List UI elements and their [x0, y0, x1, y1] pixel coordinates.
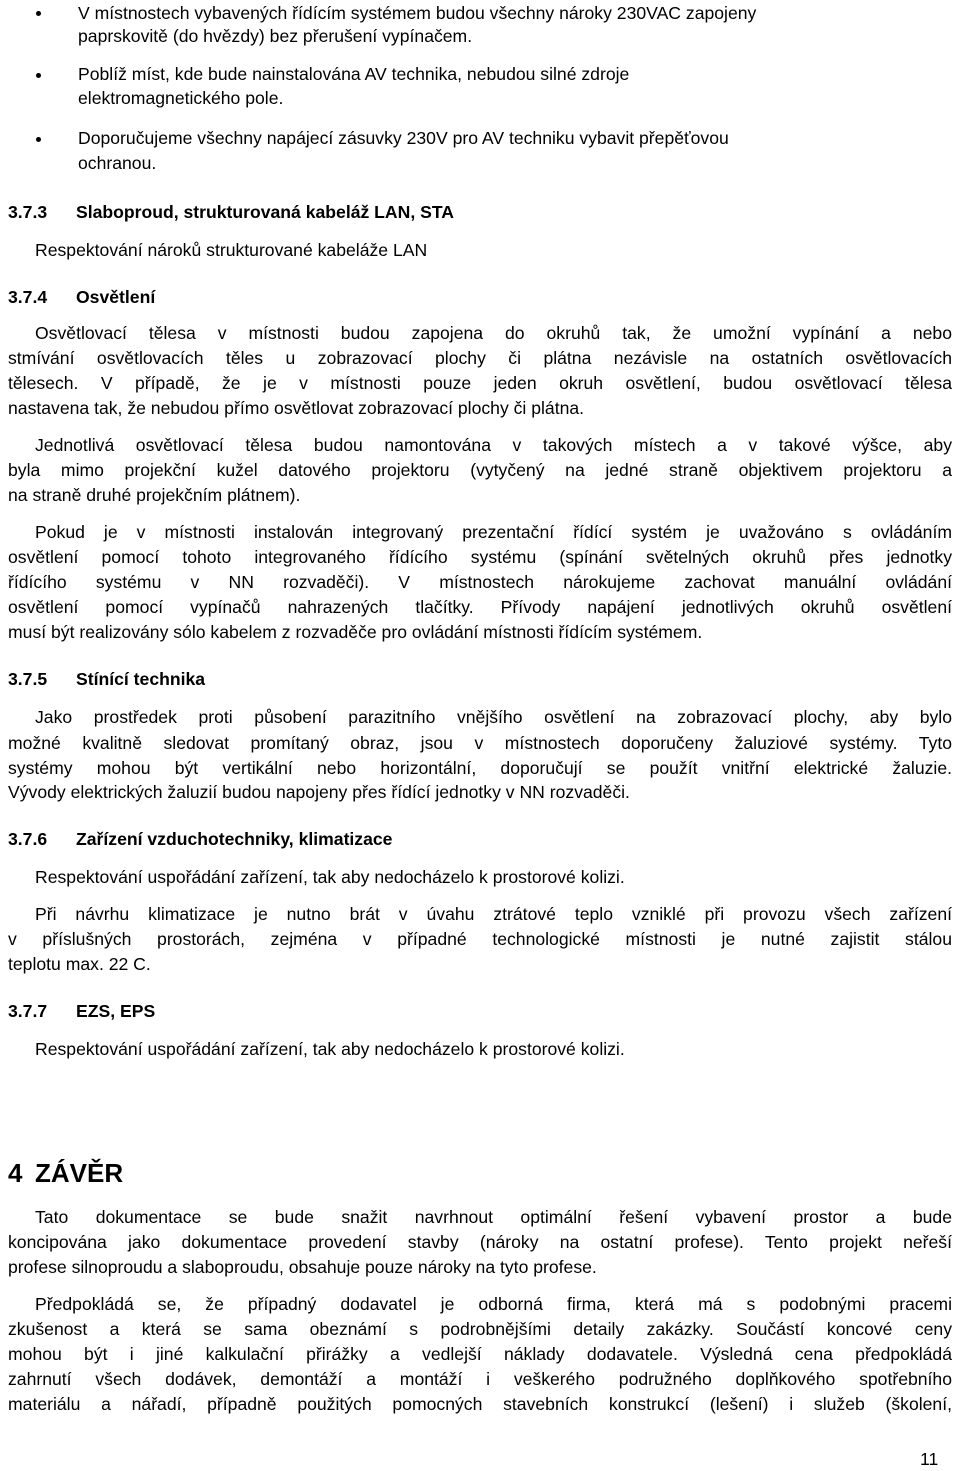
paragraph-line: Předpokládá se, že případný dodavatel je odborná firma, která má s podobnými pracemi: [35, 1294, 952, 1314]
paragraph-line: možné kvalitně sledovat promítaný obraz, jsou v místnostech doporučeny žaluziové systémy. Tyto: [8, 733, 952, 753]
paragraph-line: systémy mohou být vertikální nebo horizontální, doporučují se použít vnitřní elektrické žaluzie.: [8, 758, 952, 778]
paragraph-line: Respektování uspořádání zařízení, tak aby nedocházelo k prostorové kolizi.: [35, 867, 625, 887]
paragraph-line: tělesech. V případě, že je v místnosti pouze jeden okruh osvětlení, budou osvětlovací tělesa: [8, 373, 952, 393]
paragraph-line: Jednotlivá osvětlovací tělesa budou namontována v takových místech a v takové výšce, aby: [35, 435, 952, 455]
section-heading-3-7-7: [8, 999, 155, 1023]
bullet-icon: [36, 73, 41, 78]
section-title: Stínící technika: [76, 669, 206, 689]
section-title: Zařízení vzduchotechniky, klimatizace: [76, 829, 393, 849]
paragraph-line: Při návrhu klimatizace je nutno brát v úvahu ztrátové teplo vzniklé při provozu všech zařízení: [35, 904, 952, 924]
section-title: EZS, EPS: [76, 1001, 156, 1021]
section-title: Osvětlení: [76, 287, 156, 307]
list-item-line: elektromagnetického pole.: [78, 88, 284, 108]
bullet-icon: [36, 11, 41, 16]
section-heading-3-7-5: [8, 667, 205, 691]
paragraph-line: zkušenost a která se sama obeznámí s podrobnějšími detaily zakázky. Součástí koncové ceny: [8, 1319, 952, 1339]
list-item-line: Poblíž míst, kde bude nainstalována AV technika, nebudou silné zdroje: [78, 64, 630, 84]
paragraph-line: Jako prostředek proti působení parazitního vnějšího osvětlení na zobrazovací plochy, aby bylo: [35, 707, 952, 727]
chapter-title: ZÁVĚR: [35, 1158, 124, 1188]
chapter-heading-4: [8, 1158, 123, 1189]
paragraph-line: Osvětlovací tělesa v místnosti budou zapojena do okruhů tak, že umožní vypínání a nebo: [35, 323, 952, 343]
paragraph-line: mohou být i jiné kalkulační přirážky a vedlejší náklady dodavatele. Výsledná cena předpokládá: [8, 1344, 952, 1364]
section-number: 3.7.3: [8, 202, 48, 222]
section-number: 3.7.5: [8, 669, 48, 689]
paragraph-line: teplotu max. 22 C.: [8, 954, 151, 974]
paragraph-line: osvětlení pomocí tohoto integrovaného řídícího systému (spínání světelných okruhů přes jednotky: [8, 547, 952, 567]
section-heading-3-7-4: [8, 285, 155, 309]
paragraph-line: stmívání osvětlovacích těles u zobrazovací plochy či plátna nezávisle na ostatních osvětlovacích: [8, 348, 952, 368]
paragraph-line: musí být realizovány sólo kabelem z rozvaděče pro ovládání místnosti řídícím systémem.: [8, 622, 703, 642]
paragraph-line: materiálu a nářadí, případně použitých pomocných stavebních konstrukcí (lešení) i služeb (školení,: [8, 1394, 952, 1414]
list-item-line: Doporučujeme všechny napájecí zásuvky 230V pro AV techniku vybavit přepěťovou: [78, 128, 729, 148]
paragraph-line: v příslušných prostorách, zejména v případné technologické místnosti je nutné zajistit stálou: [8, 929, 952, 949]
section-number: 3.7.6: [8, 829, 48, 849]
paragraph-line: nastavena tak, že nebudou přímo osvětlovat zobrazovací plochy či plátna.: [8, 398, 585, 418]
paragraph-line: profese silnoproudu a slaboproudu, obsahuje pouze nároky na tyto profese.: [8, 1257, 597, 1277]
paragraph-line: na straně druhé projekčním plátnem).: [8, 485, 301, 505]
paragraph-line: Respektování nároků strukturované kabeláže LAN: [35, 240, 428, 260]
paragraph-line: Vývody elektrických žaluzií budou napojeny přes řídící jednotky v NN rozvaděči.: [8, 782, 630, 802]
paragraph-line: Tato dokumentace se bude snažit navrhnout optimální řešení vybavení prostor a bude: [35, 1207, 952, 1227]
paragraph-line: zahrnutí všech dodávek, demontáží a montáží i veškerého podružného doplňkového spotřebního: [8, 1369, 952, 1389]
bullet-icon: [36, 137, 41, 142]
section-number: 3.7.4: [8, 287, 48, 307]
paragraph-line: řídícího systému v NN rozvaděči). V místnostech nárokujeme zachovat manuální ovládání: [8, 572, 952, 592]
page-number: 11: [920, 1449, 939, 1469]
paragraph-line: Pokud je v místnosti instalován integrovaný prezentační řídící systém je uvažováno s ovládáním: [35, 522, 952, 542]
list-item-line: V místnostech vybavených řídícím systémem budou všechny nároky 230VAC zapojeny: [78, 3, 757, 23]
paragraph-line: koncipována jako dokumentace provedení stavby (nároky na ostatní profese). Tento projekt neřeší: [8, 1232, 952, 1252]
list-item-line: ochranou.: [78, 153, 157, 173]
section-number: 3.7.7: [8, 1001, 48, 1021]
paragraph-line: Respektování uspořádání zařízení, tak aby nedocházelo k prostorové kolizi.: [35, 1039, 625, 1059]
chapter-number: 4: [8, 1158, 23, 1188]
list-item-line: paprskovitě (do hvězdy) bez přerušení vypínačem.: [78, 26, 473, 46]
section-title: Slaboproud, strukturovaná kabeláž LAN, STA: [76, 202, 454, 222]
section-heading-3-7-6: [8, 827, 392, 851]
section-heading-3-7-3: [8, 200, 454, 224]
paragraph-line: byla mimo projekční kužel datového projektoru (vytyčený na jedné straně objektivem projektoru a: [8, 460, 952, 480]
paragraph-line: osvětlení pomocí vypínačů nahrazených tlačítky. Přívody napájení jednotlivých okruhů osvětlení: [8, 597, 952, 617]
